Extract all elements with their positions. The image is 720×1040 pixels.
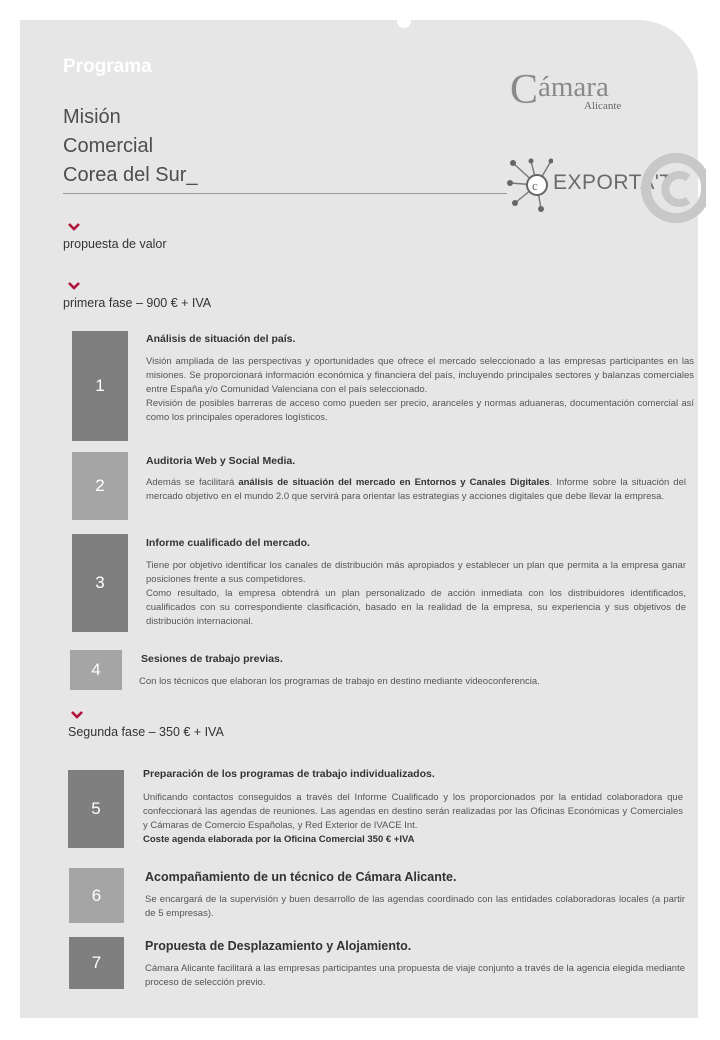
item-title: Sesiones de trabajo previas. <box>141 653 283 665</box>
item-number: 1 <box>95 376 105 395</box>
title-line-1: Misión <box>63 106 121 128</box>
item-title: Análisis de situación del país. <box>146 333 296 345</box>
item-paragraph: Como resultado, la empresa obtendrá un plan personalizado de acción inmediata con los distribuidores identificados, cualificados con su correspondiente clasificación, basado en la realidad de la empresa, su experiencia y sus objetivos de distribución internacional. <box>146 588 686 627</box>
chevron-down-icon <box>67 222 81 232</box>
item-title: Auditoria Web y Social Media. <box>146 455 296 467</box>
chevron-down-icon <box>70 710 84 720</box>
item-text: . Informe sobre la situación del mercado objetivo en el mundo 2.0 que servirá para orientar las estrategias y acciones digitales que debe llevar la empresa. <box>146 477 686 502</box>
item-body <box>146 476 686 504</box>
item-number-box <box>72 452 128 520</box>
item-body <box>146 559 686 629</box>
item-number-box <box>69 868 124 923</box>
item-number-box <box>68 770 124 848</box>
item-number-box <box>72 534 128 632</box>
item-number-box <box>70 650 122 690</box>
item-body <box>145 893 685 921</box>
title-underline <box>63 193 507 194</box>
camara-logo-word: ámara <box>538 71 609 103</box>
big-c-watermark-icon <box>636 148 706 230</box>
item-title: Preparación de los programas de trabajo individualizados. <box>143 768 435 780</box>
item-number: 2 <box>95 476 105 495</box>
item-number: 4 <box>91 660 101 679</box>
item-text: Además se facilitará <box>146 477 239 488</box>
item-number: 6 <box>91 885 102 905</box>
chevron-down-icon <box>67 281 81 291</box>
item-number-box <box>69 937 124 989</box>
item-bold-text: Coste agenda elaborada por la Oficina Comercial 350 € +IVA <box>143 834 415 845</box>
item-title: Propuesta de Desplazamiento y Alojamiento. <box>145 939 412 953</box>
section-primera-fase: primera fase – 900 € + IVA <box>63 296 212 310</box>
item-paragraph: Revisión de posibles barreras de acceso como pueden ser precio, aranceles y normas aduaneras, documentación comercial así como los principales operadores logísticos. <box>146 398 694 423</box>
title-line-2: Comercial <box>63 135 154 157</box>
item-title: Informe cualificado del mercado. <box>146 537 310 549</box>
item-number-box <box>72 331 128 441</box>
item-number: 7 <box>91 953 102 972</box>
camara-logo-mark: C <box>510 67 539 113</box>
item-body <box>143 791 683 847</box>
item-body <box>146 355 694 425</box>
section-propuesta-valor: propuesta de valor <box>63 237 167 251</box>
item-number: 5 <box>91 799 101 818</box>
page-title <box>63 103 198 190</box>
title-line-3: Corea del Sur_ <box>63 164 198 186</box>
item-paragraph: Unificando contactos conseguidos a través del Informe Cualificado y los proporcionados por la entidad colaboradora que confeccionará las agendas de reuniones. Las agendas en destino serán realizadas por las Oficinas Económicas y Comerciales y Cámaras de Comercio Españolas, y Red Exterior de IVACE Int. <box>143 792 683 831</box>
item-number: 3 <box>95 573 105 592</box>
camara-logo-sub: Alicante <box>584 100 622 112</box>
card-notch <box>397 14 411 28</box>
svg-text:c: c <box>532 178 538 193</box>
item-bold-text: análisis de situación del mercado en Entornos y Canales Digitales <box>238 477 550 488</box>
item-paragraph: Visión ampliada de las perspectivas y oportunidades que ofrece el mercado seleccionado a las empresas participantes en las misiones. Se proporcionará información económica y financiera del país, incluyendo principales sectores y balanzas comerciales entre España y/o Comunidad Valenciana con el país seleccionado. <box>146 356 694 395</box>
section-segunda-fase: Segunda fase – 350 € + IVA <box>68 725 224 739</box>
item-title: Acompañamiento de un técnico de Cámara Alicante. <box>145 870 457 884</box>
item-body <box>139 675 699 689</box>
network-icon <box>505 155 553 213</box>
item-paragraph: Cámara Alicante facilitará a las empresas participantes una propuesta de viaje conjunto a través de la agencia elegida mediante proceso de selección previo. <box>145 963 685 988</box>
camara-alicante-logo <box>510 68 640 116</box>
item-paragraph: Con los técnicos que elaboran los programas de trabajo en destino mediante videoconferencia. <box>139 676 540 687</box>
item-paragraph: Se encargará de la supervisión y buen desarrollo de las agendas coordinado con las entidades colaboradoras locales (a partir de 5 empresas). <box>145 894 685 919</box>
item-body <box>145 962 685 990</box>
programa-label: Programa <box>63 56 152 77</box>
item-paragraph: Tiene por objetivo identificar los canales de distribución más apropiados y establecer un plan que permita a la empresa ganar posiciones frente a sus competidores. <box>146 560 686 585</box>
exportat-text: EXPORTA'T <box>553 171 673 194</box>
